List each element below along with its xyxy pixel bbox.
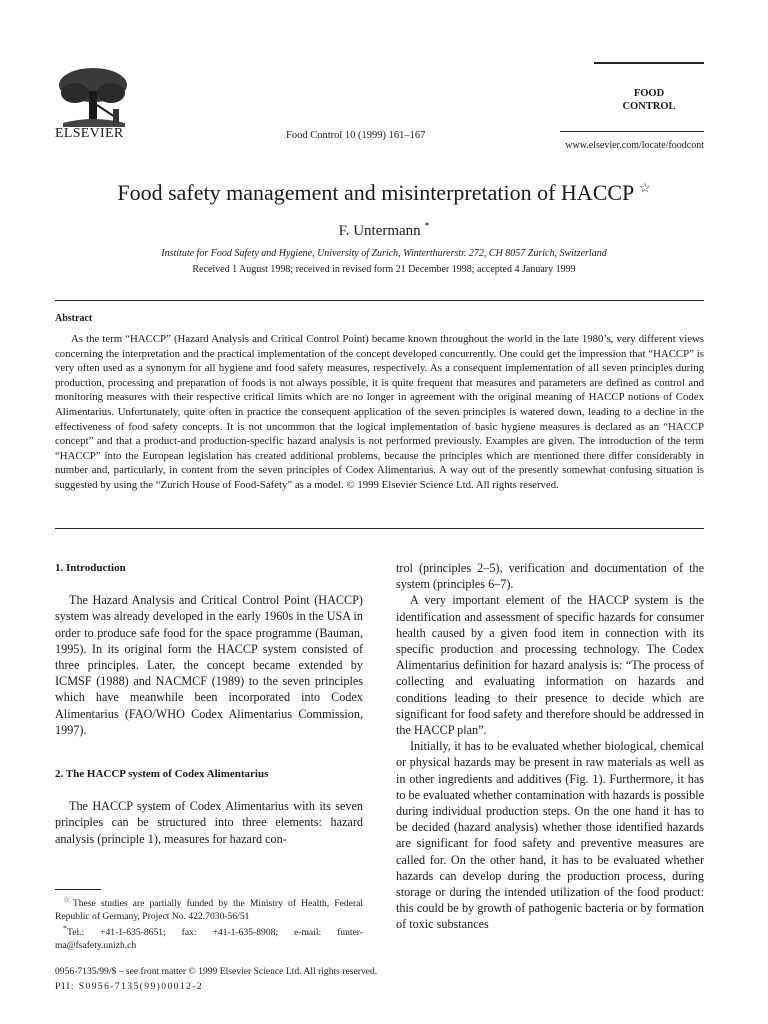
footnote-contact xyxy=(55,923,363,952)
journal-name-line2: CONTROL xyxy=(622,101,676,112)
footnotes xyxy=(55,894,363,953)
left-column xyxy=(55,560,363,847)
abstract-top-rule xyxy=(55,300,704,301)
received-dates: Received 1 August 1998; received in revised form 21 December 1998; accepted 4 January 1999 xyxy=(192,264,576,275)
footer-pii: PII: S0956-7135(99)00012-2 xyxy=(55,981,204,992)
journal-top-rule xyxy=(594,62,704,64)
journal-name-line1: FOOD xyxy=(633,88,665,99)
article-title xyxy=(0,180,768,206)
footnote-contact-text: Tel.: +41-1-635-8651; fax: +41-1-635-8908; e-mail: funter-ma@fsafety.unizh.ch xyxy=(55,927,363,952)
footnote-funding-text: These studies are partially funded by the Ministry of Health, Federal Republic of Germany, Project No. 422.7030-56/51 xyxy=(55,898,364,922)
right-paragraph-evaluation: Initially, it has to be evaluated whether biological, chemical or physical hazards may be present in raw materials as well as in other ingredients and additives (Fig. 1). Furthermore, it has to be evaluated whether contamination with hazards is possible during individual production steps. On the one hand it has to be decided (hazard analysis) whether those identified hazards are significant for food safety and preventive measures are called for. On the other hand, it has to be evaluated whether hazards can develop during the production process, during storage or during the intended utilization of the food product: this could be by growth of pathogenic bacteria or by formation of toxic substances xyxy=(396,739,704,932)
journal-reference: Food Control 10 (1999) 161–167 xyxy=(286,130,426,141)
title-footnote-mark[interactable]: ☆ xyxy=(638,180,651,195)
url-rule xyxy=(560,131,704,132)
footnote-funding xyxy=(55,894,363,923)
section-1-heading: 1. Introduction xyxy=(55,562,126,574)
abstract-text: As the term “HACCP” (Hazard Analysis and Critical Control Point) became known throughout the world in the late 1980’s, very different views concerning the interpretation and the practical implementation of the concept developed concurrently. One could get the impression that “HACCP” is very often used as a synonym for all hygiene and food safety measures, respectively. As a consequent implementation of all seven principles during production, processing and preparation of foods is not always possible, it is quite frequent that measures and parameters are defined as control and monitoring measures with their respective critical limits which are no longer in agreement with the original meaning of HACCP notions of Codex Alimentarius. Unfortunately, quite often in practice the consequent application of the seven principles is watered down, leading to a decline in the effectiveness of food safety concepts. It is not uncommon that the logical implementation of basic hygiene measures is declared as an “HACCP concept” and that a product-and production-specific hazard analysis is not performed previously. Examples are given. The introduction of the term “HACCP” into the European legislation has created additional problems, because the principles which are mentioned there differ considerably in number and, particularly, in content from the seven principles of Codex Alimentarius. A way out of the presently somewhat confusing situation is suggested by using the “Zurich House of Food-Safety” as a model. © 1999 Elsevier Science Ltd. All rights reserved. xyxy=(55,333,704,491)
abstract-heading: Abstract xyxy=(55,313,93,324)
article-title-text: Food safety management and misinterpretation of HACCP xyxy=(117,180,634,205)
section-2-paragraph: The HACCP system of Codex Alimentarius with its seven principles can be structured into three elements: hazard analysis (principle 1), measures for hazard con- xyxy=(55,799,363,846)
section-2-heading: 2. The HACCP system of Codex Alimentarius xyxy=(55,768,269,781)
journal-name xyxy=(594,87,704,113)
abstract-bottom-rule xyxy=(55,528,704,529)
section-1-paragraph: The Hazard Analysis and Critical Control Point (HACCP) system was already developed in the early 1960s in the USA in order to produce safe food for the space programme (Bauman, 1995). In its original form the HACCP system consisted of three principles. Later, the concept became extended by ICMSF (1988) and NACMCF (1989) to the seven principles which have meanwhile been incorporated into Codex Alimentarius (FAO/WHO Codex Alimentarius Commission, 1997). xyxy=(55,593,363,737)
right-paragraph-hazard-element: A very important element of the HACCP system is the identification and assessment of specific hazards for consumer health caused by a given food item in connection with its specific production and processing technology. The Codex Alimentarius definition for hazard analysis is: “The process of collecting and evaluating information on hazards and conditions leading to their presence to decide which are significant for food safety and therefore should be addressed in the HACCP plan”. xyxy=(396,593,704,738)
journal-url[interactable]: www.elsevier.com/locate/foodcont xyxy=(565,140,704,151)
author-footnote-mark[interactable]: * xyxy=(424,221,430,232)
footnote-contact-mark: * xyxy=(63,924,67,934)
right-paragraph-continued: trol (principles 2–5), verification and documentation of the system (principles 6–7). xyxy=(396,561,704,592)
footnote-funding-mark: ☆ xyxy=(63,895,73,904)
footnote-rule xyxy=(55,889,101,890)
author-name: F. Untermann xyxy=(338,223,421,239)
footer-copyright: 0956-7135/99/$ – see front matter © 1999 Elsevier Science Ltd. All rights reserved. xyxy=(55,966,378,977)
elsevier-tree-logo xyxy=(53,65,133,131)
affiliation: Institute for Food Safety and Hygiene, University of Zurich, Winterthurerstr. 272, CH 8057 Zurich, Switzerland xyxy=(161,248,607,259)
right-column xyxy=(396,560,704,933)
publisher-name: ELSEVIER xyxy=(55,126,124,141)
author-line xyxy=(0,221,768,240)
